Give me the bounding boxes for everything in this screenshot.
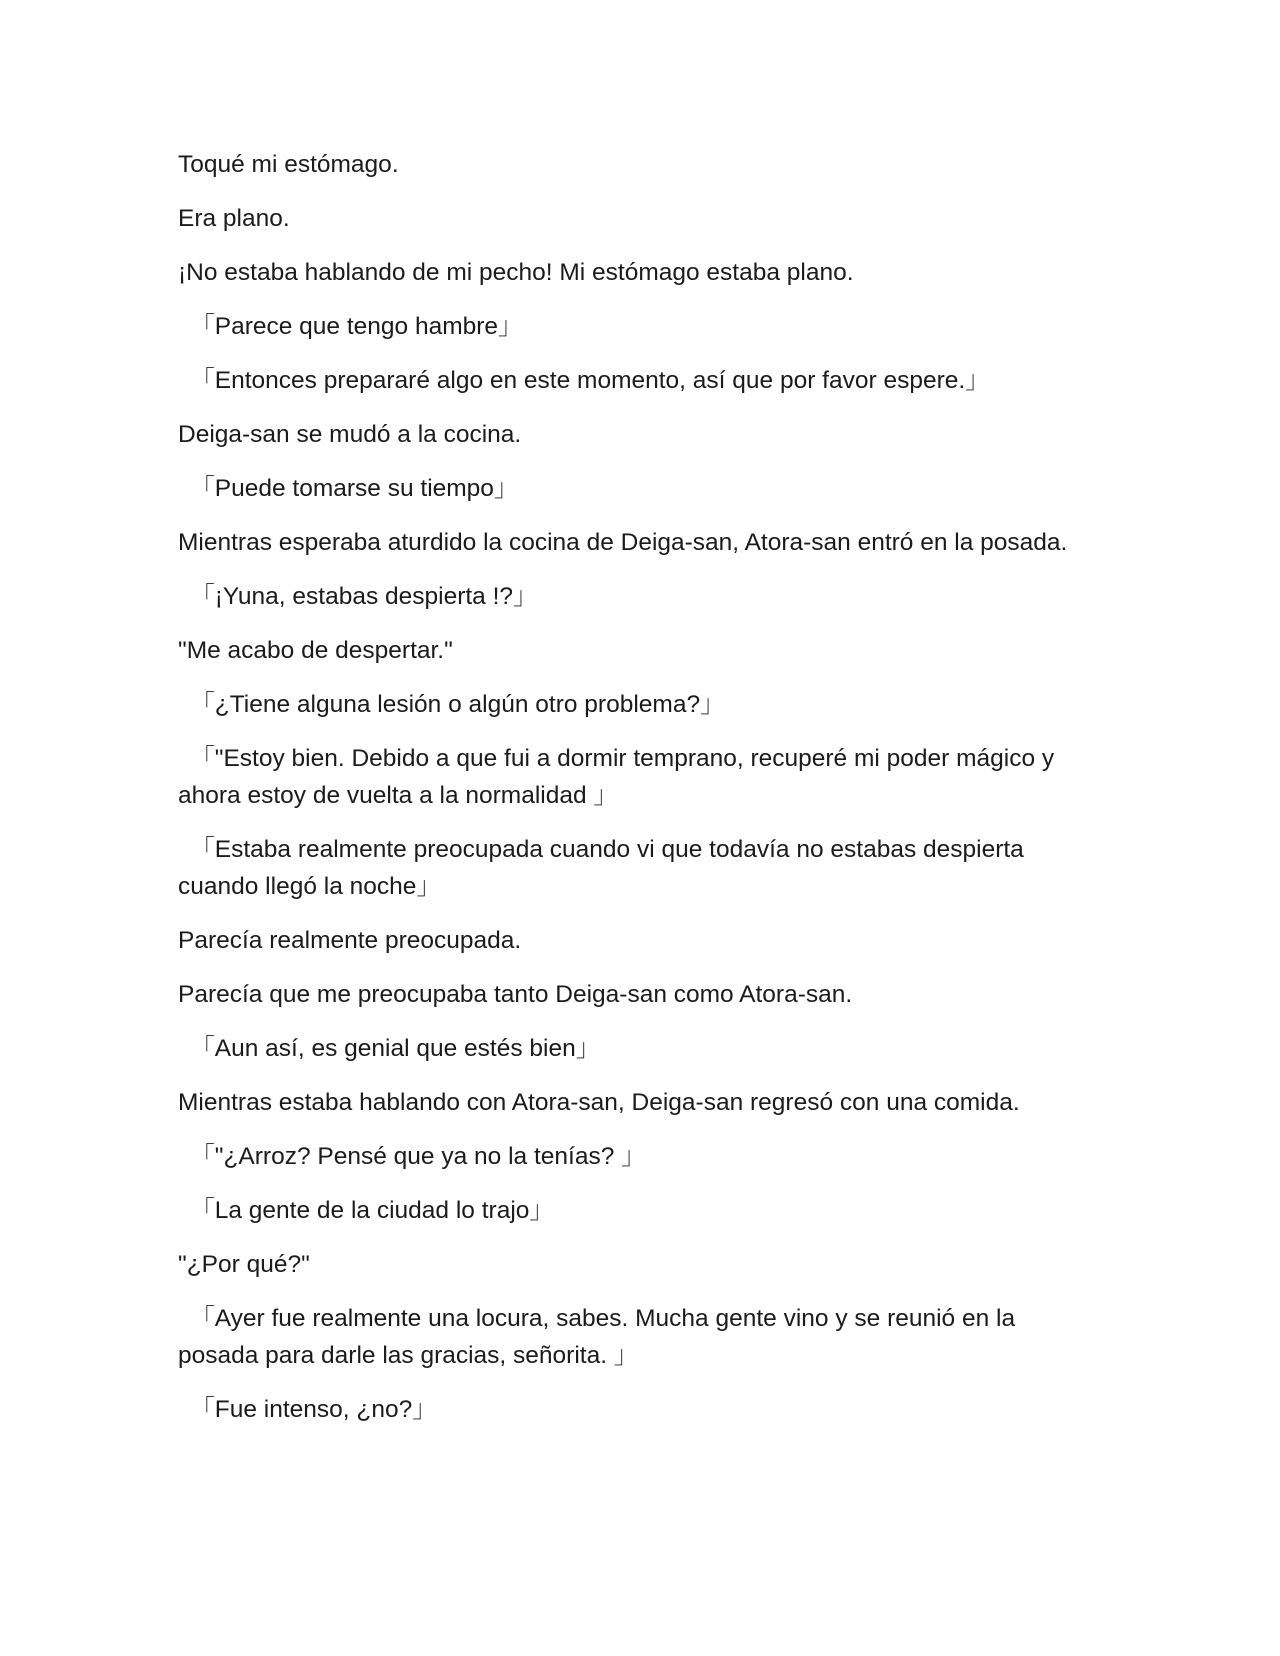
dialogue-line: 「La gente de la ciudad lo trajo」 [178, 1197, 554, 1224]
dialogue-line: 「Puede tomarse su tiempo」 [178, 475, 519, 502]
paragraph: Era plano. [178, 205, 290, 232]
dialogue-line: 「"Estoy bien. Debido a que fui a dormir temprano, recuperé mi poder mágico y ahora estoy de vuelta a la normalidad 」 [178, 745, 1055, 809]
dialogue-line: 「Entonces prepararé algo en este momento, así que por favor espere.」 [178, 367, 990, 394]
dialogue-line: 「Fue intenso, ¿no?」 [178, 1396, 437, 1423]
paragraph: Mientras esperaba aturdido la cocina de Deiga-san, Atora-san entró en la posada. [178, 529, 1068, 556]
paragraph: "¿Por qué?" [178, 1251, 310, 1278]
paragraph: Mientras estaba hablando con Atora-san, Deiga-san regresó con una comida. [178, 1089, 1020, 1116]
dialogue-line: 「"¿Arroz? Pensé que ya no la tenías? 」 [178, 1143, 646, 1170]
paragraph: Parecía que me preocupaba tanto Deiga-san como Atora-san. [178, 981, 853, 1008]
dialogue-line: 「Ayer fue realmente una locura, sabes. Mucha gente vino y se reunió en la posada para darle las gracias, señorita. 」 [178, 1305, 1016, 1369]
dialogue-line: 「Estaba realmente preocupada cuando vi que todavía no estabas despierta cuando llegó la noche」 [178, 836, 1024, 900]
paragraph: Parecía realmente preocupada. [178, 927, 522, 954]
dialogue-line: 「¿Tiene alguna lesión o algún otro problema?」 [178, 691, 725, 718]
paragraph: Deiga-san se mudó a la cocina. [178, 421, 522, 448]
paragraph: Toqué mi estómago. [178, 151, 399, 178]
paragraph: "Me acabo de despertar." [178, 637, 453, 664]
paragraph: ¡No estaba hablando de mi pecho! Mi estómago estaba plano. [178, 259, 854, 286]
dialogue-line: 「¡Yuna, estabas despierta !?」 [178, 583, 538, 610]
dialogue-line: 「Parece que tengo hambre」 [178, 313, 523, 340]
dialogue-line: 「Aun así, es genial que estés bien」 [178, 1035, 601, 1062]
document-body [178, 146, 1098, 1445]
